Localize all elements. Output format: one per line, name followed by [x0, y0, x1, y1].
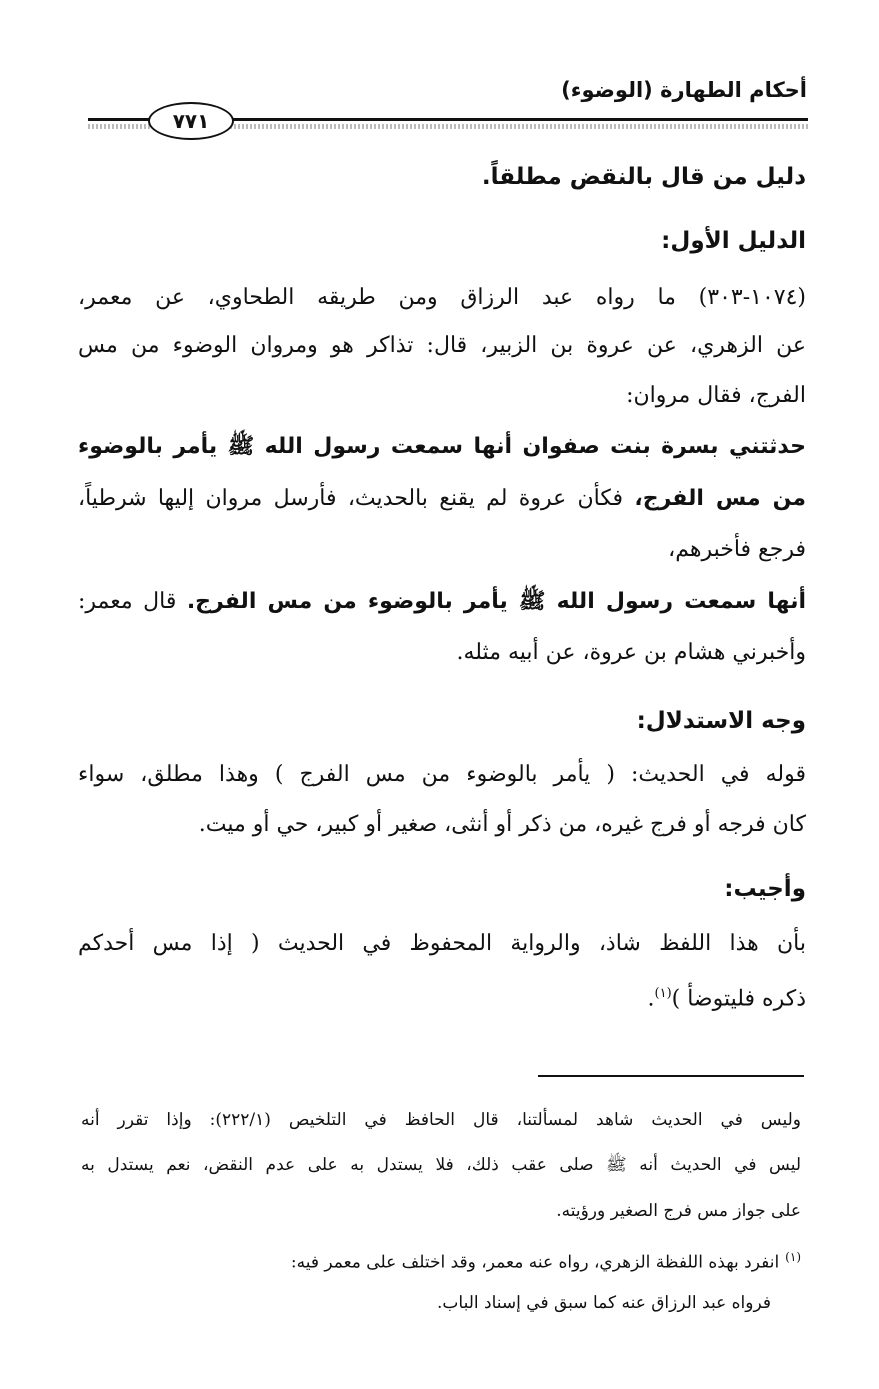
narration-line-8: وأخبرني هشام بن عروة، عن أبيه مثله. [456, 640, 806, 665]
answer-line-1: بأن هذا اللفظ شاذ، والرواية المحفوظ في الحديث ( إذا مس أحدكم [78, 931, 806, 956]
answer-line-2-text: ذكره فليتوضأ ) [671, 986, 806, 1012]
narration-line-4: حدثتني بسرة بنت صفوان أنها سمعت رسول الله ﷺ يأمر بالوضوء [78, 434, 806, 459]
footnote-carry-line-2: ليس في الحديث أنه ﷺ صلى عقب ذلك، فلا يستدل به على عدم النقض، نعم يستدل به [81, 1155, 801, 1175]
footnote-1-text: انفرد بهذه اللفظة الزهري، رواه عنه معمر، وقد اختلف على معمر فيه: [290, 1252, 780, 1273]
page-number-badge [148, 102, 234, 140]
answer-heading: وأجيب: [724, 876, 806, 902]
page-number: ٧٧١ [172, 109, 210, 133]
narration-line-7-bold: أنها سمعت رسول الله ﷺ يأمر بالوضوء من مس الفرج. [186, 589, 807, 614]
answer-line-2-end: . [647, 986, 655, 1012]
narration-line-5-bold: من مس الفرج، [634, 486, 806, 511]
narration-line-1: (١٠٧٤-٣٠٣) ما رواه عبد الرزاق ومن طريقه الطحاوي، عن معمر، [78, 285, 806, 310]
footnote-carry-line-1: وليس في الحديث شاهد لمسألتنا، قال الحافظ في التلخيص (٢٢٢/١): وإذا تقرر أنه [81, 1110, 801, 1130]
narration-line-5 [78, 484, 806, 514]
narration-line-3: الفرج، فقال مروان: [626, 383, 806, 408]
narration-line-7-rest: قال معمر: [78, 589, 187, 614]
first-evidence-heading: الدليل الأول: [661, 228, 806, 254]
inference-line-1: قوله في الحديث: ( يأمر بالوضوء من مس الفرج ) وهذا مطلق، سواء [78, 762, 806, 787]
footnote-separator [538, 1075, 804, 1077]
section-title: دليل من قال بالنقض مطلقاً. [481, 164, 806, 190]
narration-line-2: عن الزهري، عن عروة بن الزبير، قال: تذاكر هو ومروان الوضوء من مس [78, 333, 806, 358]
narration-line-5-rest: فكأن عروة لم يقنع بالحديث، فأرسل مروان إليها شرطياً، [78, 486, 635, 511]
footnote-reference-1: (١) [654, 986, 672, 1001]
narration-line-6: فرجع فأخبرهم، [668, 537, 806, 562]
header-rule-shade [230, 124, 808, 129]
answer-line-2 [78, 979, 806, 1014]
narration-line-7 [78, 587, 806, 617]
footnote-1-marker: (١) [785, 1250, 801, 1264]
footnote-carry-line-3: على جواز مس فرج الصغير ورؤيته. [556, 1201, 801, 1221]
footnote-1-line-1 [81, 1245, 801, 1275]
footnote-1-line-2: فرواه عبد الرزاق عنه كما سبق في إسناد الباب. [437, 1293, 771, 1313]
inference-line-2: كان فرجه أو فرج غيره، من ذكر أو أنثى، صغير أو كبير، حي أو ميت. [198, 812, 806, 837]
inference-heading: وجه الاستدلال: [636, 708, 806, 734]
running-title: أحكام الطهارة (الوضوء) [561, 78, 807, 102]
